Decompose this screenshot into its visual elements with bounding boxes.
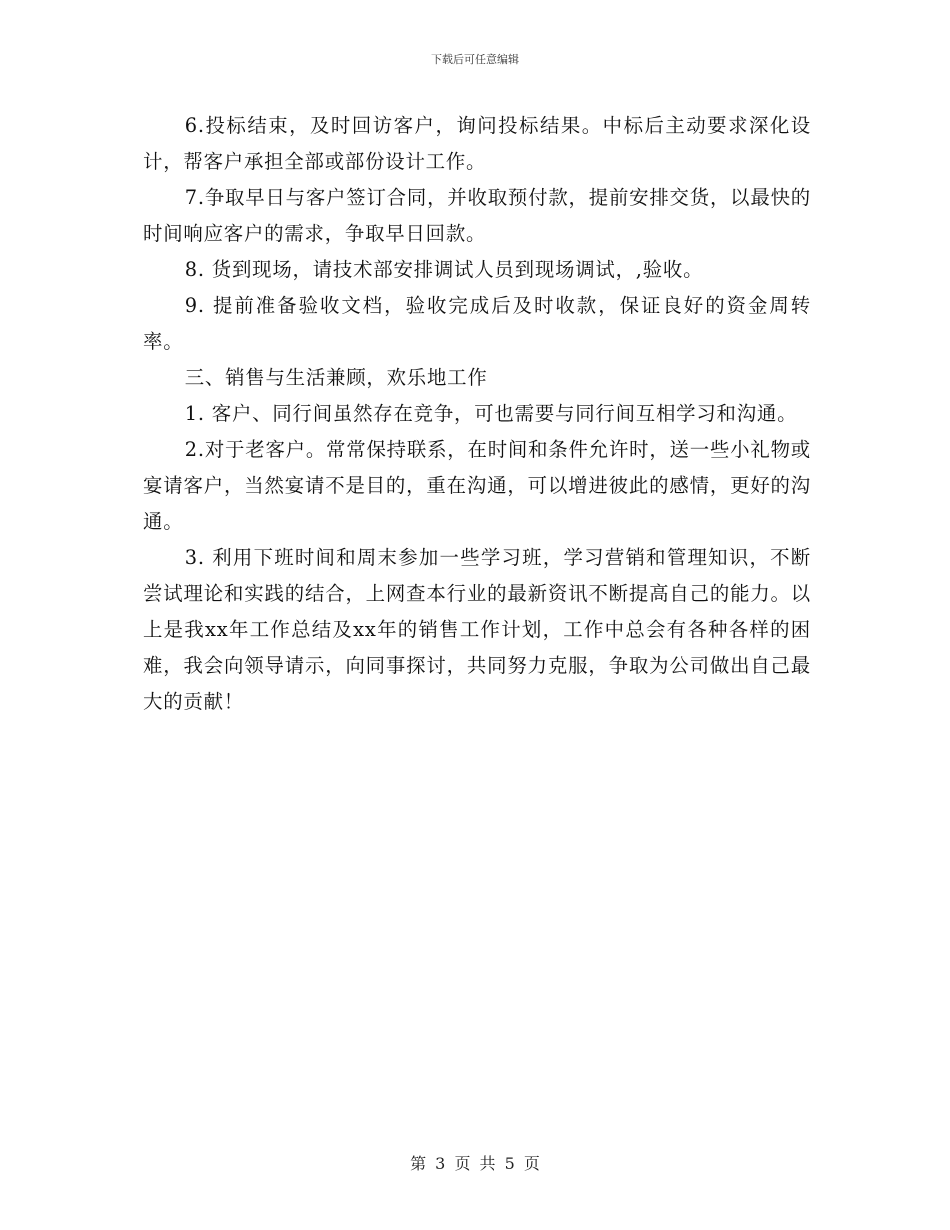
paragraph-item-8: 8. 货到现场，请技术部安排调试人员到现场调试，,验收。 (184, 258, 704, 281)
document-body (143, 108, 811, 720)
paragraph-item-7: 7.争取早日与客户签订合同，并收取预付款，提前安排交货，以最快的时间响应客户的需求，争取早日回款。 (143, 186, 811, 245)
paragraph-item-3: 3. 利用下班时间和周末参加一些学习班，学习营销和管理知识，不断尝试理论和实践的结合，上网查本行业的最新资讯不断提高自己的能力。以上是我xx年工作总结及xx年的销售工作计划，工作中总会有各种各样的困难，我会向领导请示，向同事探讨，共同努力克服，争取为公司做出自己最大的贡献！ (143, 546, 811, 713)
paragraph-item-2: 2.对于老客户。常常保持联系，在时间和条件允许时，送一些小礼物或宴请客户，当然宴请不是目的，重在沟通，可以增进彼此的感情，更好的沟通。 (143, 438, 811, 533)
paragraph-item-1: 1. 客户、同行间虽然存在竞争，可也需要与同行间互相学习和沟通。 (184, 402, 798, 425)
page-footer: 第 3 页 共 5 页 (410, 1154, 540, 1173)
section-heading-3: 三、销售与生活兼顾，欢乐地工作 (184, 366, 488, 389)
paragraph-item-9: 9. 提前准备验收文档，验收完成后及时收款，保证良好的资金周转率。 (143, 294, 811, 353)
paragraph-item-6: 6.投标结束，及时回访客户，询问投标结果。中标后主动要求深化设计，帮客户承担全部或部份设计工作。 (143, 114, 811, 173)
page-header: 下载后可任意编辑 (431, 53, 519, 66)
